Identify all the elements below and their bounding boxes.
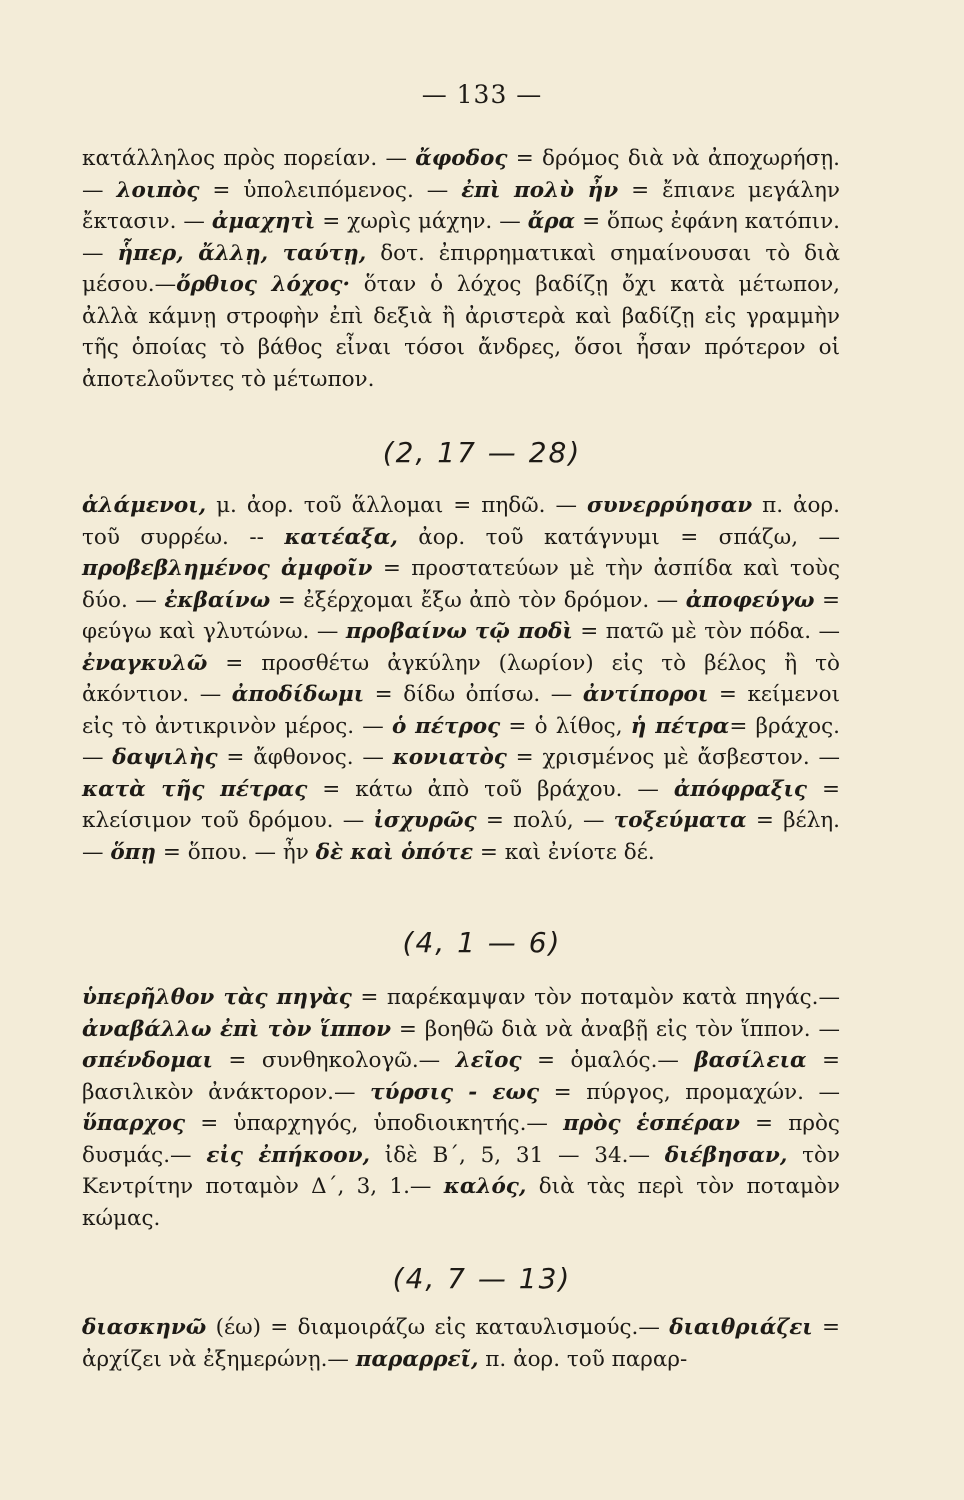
gloss-text: π. ἀορ. τοῦ παραρ- [478,1346,688,1372]
headword: καλός, [443,1174,527,1199]
gloss-text: = χρισμένος μὲ ἄσβεστον. — [506,745,840,770]
gloss-text: = βασιλικὸν ἀνάκτορον.— [82,1048,840,1105]
glossary-paragraph [82,490,840,868]
headword: δαψιλὴς [112,745,218,770]
gloss-text: = καὶ ἐνίοτε δέ. [473,839,655,865]
section-heading-4-1-6: (4, 1 — 6) [402,926,562,959]
gloss-text: = πρὸς δυσμάς.— [82,1111,840,1168]
glossary-block-2 [82,490,840,868]
gloss-text: μ. ἀορ. τοῦ ἅλλομαι = πηδῶ. — [206,493,587,518]
headword: ἀναβάλλω ἐπὶ τὸν ἵππον [82,1016,392,1042]
gloss-text: = ὅπως ἐφάνη κατόπιν.— [82,209,840,266]
gloss-text: = συνθηκολογῶ.— [212,1048,456,1073]
headword: ὅπῃ [110,839,157,865]
gloss-text: = δρόμος διὰ νὰ ἀποχωρήσῃ. — [82,146,840,203]
headword: δὲ καὶ ὁπότε [315,839,474,865]
headword: ἐπὶ πολὺ ἦν [461,177,619,203]
gloss-text: = κάτω ἀπὸ τοῦ βράχου. — [307,776,674,802]
headword: ἄρα [527,209,576,234]
headword: προβεβλημένος ἀμφοῖν [82,556,373,581]
headword: τύρσις - εως [370,1079,540,1105]
gloss-text: ἀορ. τοῦ κατάγνυμι = σπάζω, — [397,524,840,550]
gloss-text: = ἀρχίζει νὰ ἐξημερώνῃ.— [82,1315,840,1372]
headword: κατὰ τῆς πέτρας [82,776,308,802]
headword: λεῖος [455,1048,522,1073]
gloss-text: = προστατεύων μὲ τὴν ἀσπίδα καὶ τοὺς δύο. — [82,556,840,613]
headword: λοιπὸς [116,177,200,203]
gloss-text: τὸν Κεντρίτην ποταμὸν Δ΄, 3, 1.— [82,1142,840,1199]
headword: ἀντίποροι [582,682,709,707]
gloss-text: δοτ. ἐπιρρηματικαὶ σημαίνουσαι τὸ διὰ μέσου.— [82,240,840,297]
gloss-text: διὰ τὰς περὶ τὸν ποταμὸν κώμας. [82,1174,840,1231]
glossary-block-3 [82,982,840,1234]
headword: τοξεύματα [613,808,747,833]
section-heading-4-7-13: (4, 7 — 13) [392,1262,572,1295]
headword: διασκηνῶ [82,1315,207,1340]
headword: ἀποδίδωμι [231,682,365,707]
headword: προβαίνω τῷ ποδὶ [345,619,573,644]
gloss-text: κατάλληλος πρὸς πορείαν. — [82,146,416,171]
gloss-text: ὅταν ὁ λόχος βαδίζῃ ὄχι κατὰ μέτωπον, ἀλλὰ κάμνῃ στροφὴν ἐπὶ δεξιὰ ἢ ἀριστερὰ καὶ βαδίζῃ εἰς γραμμὴν τῆς ὁποίας τὸ βάθος εἶναι τόσοι ἄνδρες, ὅσοι ἦσαν πρότερον οἱ ἀποτελοῦντες τὸ μέτωπον. [82,272,840,392]
headword: διέβησαν, [664,1142,788,1168]
gloss-text: (έω) = διαμοιράζω εἰς καταυλισμούς.— [206,1315,670,1340]
gloss-text: = βέλη. — [82,808,841,865]
gloss-text: = πατῶ μὲ τὸν πόδα. — [572,619,841,644]
gloss-text: = προσθέτω ἀγκύλην (λωρίον) εἰς τὸ βέλος ἢ τὸ ἀκόντιον. — [82,650,840,707]
gloss-text: = χωρὶς μάχην. — [315,209,528,234]
gloss-text: = βράχος. — [82,713,840,770]
headword: ἀπόφραξις [673,776,808,802]
glossary-paragraph [82,1312,840,1375]
headword: βασίλεια [694,1048,807,1073]
headword: ὑπερῆλθον τὰς πηγὰς [82,985,352,1010]
gloss-text: = πύργος, προμαχών. — [539,1079,841,1105]
glossary-block-1 [82,143,840,395]
headword: συνερρύησαν [586,493,753,518]
headword: σπένδομαι [82,1048,213,1073]
gloss-text: = ἔπιανε μεγάλην ἔκτασιν. — [82,177,840,234]
headword: ἐναγκυλῶ [82,650,208,676]
gloss-text: π. ἀορ. τοῦ συρρέω. -- [82,493,840,550]
gloss-text: = δίδω ὀπίσω. — [364,682,583,707]
headword: ἡ πέτρα [630,713,730,739]
headword: κατέαξα, [284,524,398,550]
glossary-paragraph [82,982,840,1234]
headword: πρὸς ἑσπέραν [563,1111,740,1136]
gloss-text: = βοηθῶ διὰ νὰ ἀναβῇ εἰς τὸν ἵππον. — [391,1016,840,1042]
headword: ὕπαρχος [82,1111,186,1136]
gloss-text: = ὁ λίθος, [500,713,631,739]
gloss-text: = φεύγω καὶ γλυτώνω. — [82,587,840,644]
headword: ὁ πέτρος [392,713,501,739]
gloss-text: = ἄφθονος. — [217,745,393,770]
headword: ἧπερ, ἄλλῃ, ταύτῃ, [117,240,367,266]
headword: ἀποφεύγω [685,587,815,613]
headword: εἰς ἐπήκοον, [206,1142,370,1168]
headword: ἁλάμενοι, [82,493,207,518]
section-heading-2-17-28: (2, 17 — 28) [382,436,582,469]
headword: διαιθριάζει [669,1315,813,1340]
headword: παραρρεῖ, [355,1346,479,1372]
headword: ἰσχυρῶς [373,808,477,833]
gloss-text: = πολύ, — [476,808,614,833]
gloss-text: = κείμενοι εἰς τὸ ἀντικρινὸν μέρος. — [82,682,840,739]
headword: κονιατὸς [392,745,507,770]
gloss-text: = ἐξέρχομαι ἔξω ἀπὸ τὸν δρόμον. — [270,587,686,613]
glossary-block-4 [82,1312,840,1375]
gloss-text: = ὅπου. — ἦν [156,839,316,865]
gloss-text: = κλείσιμον τοῦ δρόμου. — [82,776,841,833]
headword: ἐκβαίνω [164,587,271,613]
headword: ἄφοδος [415,146,508,171]
headword: ὄρθιος λόχος· [176,272,350,297]
glossary-paragraph [82,143,840,395]
gloss-text: = ὑπαρχηγός, ὑποδιοικητής.— [185,1111,564,1136]
gloss-text: = ὁμαλός.— [521,1048,695,1073]
gloss-text: = ὑπολειπόμενος. — [199,177,462,203]
gloss-text: = παρέκαμψαν τὸν ποταμὸν κατὰ πηγάς.— [351,985,840,1010]
page-number: — 133 — [421,80,543,109]
gloss-text: ἰδὲ Β΄, 5, 31 — 34.— [369,1142,665,1168]
headword: ἀμαχητὶ [211,209,316,234]
